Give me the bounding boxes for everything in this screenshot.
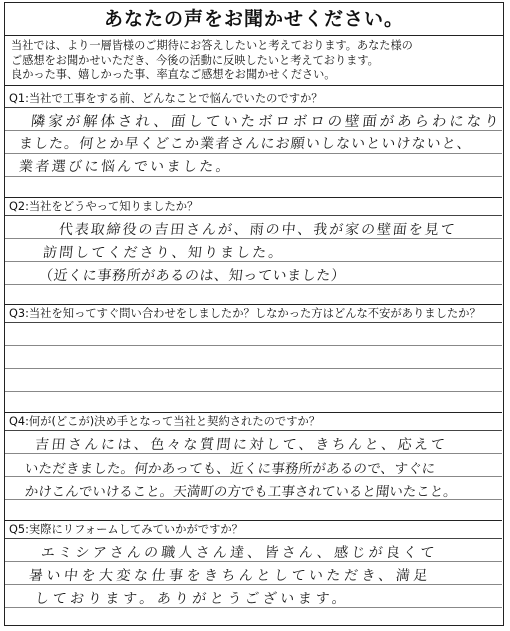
question-4-label: Q4:何が(どこが)決め手となって当社と契約されたのですか？: [5, 413, 502, 431]
intro-line: 良かった事、嬉しかった事、率直なご感想をお聞かせください。: [11, 68, 336, 82]
question-2-label: Q2:当社をどうやって知りましたか？: [5, 198, 502, 216]
answer-line: 訪問してくださり、知りました。: [42, 245, 286, 261]
intro-line: ご感想をお聞かせいただき、今後の活動に反映したいと考えております。: [11, 53, 379, 67]
answer-line: 隣家が解体され、面していたボロボロの壁面があらわになり: [30, 114, 503, 130]
answer-line: エミシアさんの職人さん達、皆さん、感じが良くて: [40, 545, 439, 561]
answer-line: 暑い中を大変な仕事をきちんとしていただき、満足: [28, 568, 432, 584]
answer-line: かけこんでいけること。天満町の方でも工事されていると聞いたこと。: [23, 484, 458, 500]
page-title: あなたの声をお聞かせください。: [5, 3, 503, 36]
answer-area[interactable]: [5, 108, 502, 200]
answer-line: いただきました。何かあっても、近くに事務所があるので、すぐに: [23, 461, 437, 477]
answer-line: 業者選びに悩んでいました。: [18, 159, 233, 175]
question-2-section: [5, 197, 502, 308]
question-5-section: [5, 520, 502, 631]
intro-text: [5, 36, 503, 86]
question-1-label: Q1:当社で工事をする前、どんなことで悩んでいたのですか？: [5, 90, 502, 108]
answer-line: （近くに事務所があるのは、知っていました）: [38, 268, 347, 284]
ruled-line: [5, 323, 502, 346]
answer-line: 代表取締役の吉田さんが、雨の中、我が家の壁面を見て: [58, 222, 458, 238]
answer-line: しております。ありがとうございます。: [34, 591, 351, 607]
answer-area[interactable]: [5, 539, 502, 631]
question-5-label: Q5:実際にリフォームしてみていかがですか？: [5, 521, 502, 539]
question-1-section: [5, 90, 502, 200]
ruled-line: [5, 608, 502, 631]
intro-line: 当社では、より一層皆様のご期待にお答えしたいと考えております。あなた様の: [11, 39, 413, 52]
ruled-line: [5, 369, 502, 392]
question-3-label: Q3:当社を知ってすぐ問い合わせをしましたか？しなかった方はどんな不安がありましたか？: [5, 305, 502, 323]
answer-area[interactable]: [5, 323, 502, 415]
question-3-section: [5, 304, 502, 415]
survey-sheet: [4, 2, 504, 626]
question-4-section: [5, 412, 502, 523]
answer-area[interactable]: [5, 216, 502, 308]
answer-line: 吉田さんには、色々な質問に対して、きちんと、応えて: [34, 437, 448, 453]
answer-area[interactable]: [5, 431, 502, 523]
ruled-line: [5, 346, 502, 369]
answer-line: ました。何とか早くどこか業者さんにお願いしないといけないと、: [18, 136, 473, 152]
